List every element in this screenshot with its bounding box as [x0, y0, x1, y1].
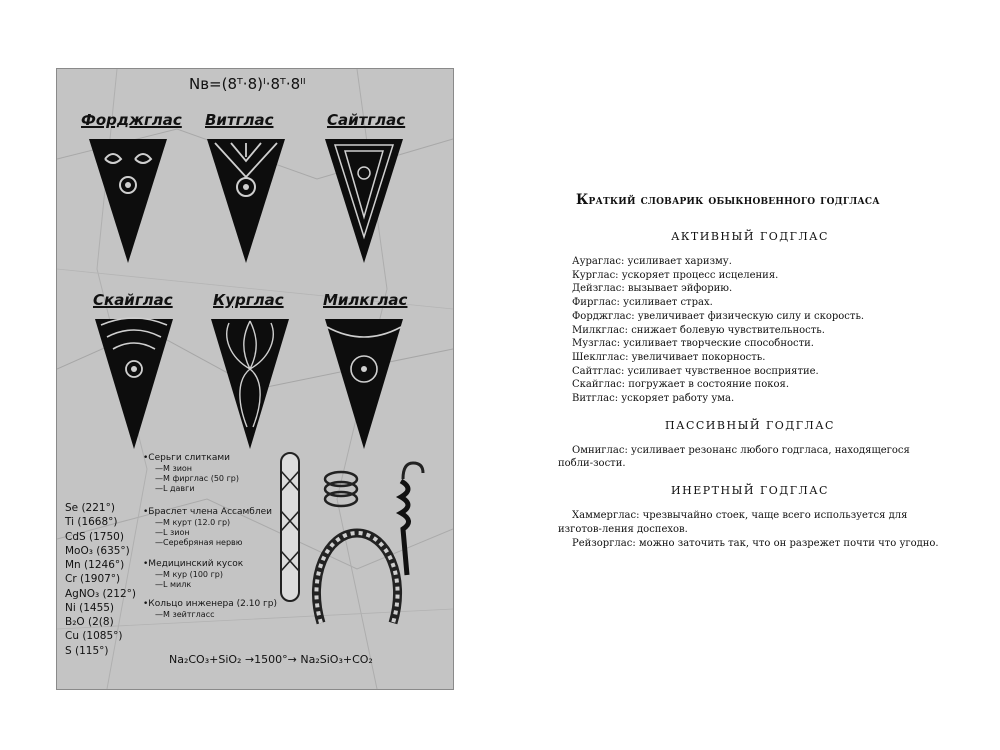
entry-skyglass: Скайглас: погружает в состояние покоя. [572, 379, 789, 391]
chem-item: Cr (1907°) [65, 573, 121, 586]
entry-sightglass: Сайтглас: усиливает чувственное восприятие. [572, 365, 819, 377]
entry-forjglass: Форджглас: увеличивает физическую силу и скорость. [572, 310, 865, 322]
chem-item: AgNO₃ (212°) [65, 587, 136, 600]
section-heading-active: АКТИВНЫЙ ГОДГЛАС [671, 230, 829, 243]
entry-fearglass: Фирглас: усиливает страх. [572, 297, 713, 309]
chem-item: MoO₃ (635°) [65, 544, 130, 557]
note-title: •Кольцо инженера (2.10 гр) [143, 599, 278, 609]
bracelet-bar-icon [275, 451, 305, 603]
note-line: —L милк [155, 580, 192, 590]
note-medical [143, 559, 243, 590]
section-heading-inert: ИНЕРТНЫЙ ГОДГЛАС [671, 484, 829, 498]
note-line: —М фирглас (50 гр) [155, 474, 239, 484]
dictionary-title: Краткий словарик обыкновенного годгласа [576, 192, 880, 208]
note-line: —М зейтгласс [155, 610, 215, 620]
skyglass-shard-icon [93, 317, 175, 451]
kurglass-shard-icon [209, 317, 291, 451]
label-skyglass: Скайглас [93, 291, 173, 309]
chem-item: B₂O (2(8) [65, 616, 114, 629]
note-title: •Серьги слитками [143, 453, 230, 463]
entry-omniglass: Омниглас: усиливает резонанс любого годгласа, находящегося побли-зости. [558, 444, 910, 470]
note-line: —L давги [155, 484, 195, 494]
chem-item: Cu (1085°) [65, 630, 123, 643]
note-title: •Медицинский кусок [143, 559, 244, 569]
note-line: —Серебряная нервю [155, 538, 243, 548]
chem-item: CdS (1750) [65, 530, 124, 543]
label-sightglass: Сайтглас [327, 111, 406, 129]
note-line: —М кур (100 гр) [155, 570, 223, 580]
chem-item: S (115°) [65, 644, 109, 657]
label-milkglass: Милкглас [323, 291, 408, 309]
forjglass-shard-icon [87, 137, 169, 265]
witglass-shard-icon [205, 137, 287, 265]
formula-bottom: Na₂CO₃+SiO₂ →1500°→ Na₂SiO₃+CO₂ [169, 653, 373, 666]
label-kurglass: Курглас [213, 291, 284, 309]
chem-item: Se (221°) [65, 502, 115, 514]
chem-item: Mn (1246°) [65, 559, 125, 572]
section-passive [558, 444, 942, 471]
note-line: —L зион [155, 528, 190, 538]
chem-item: Ti (1668°) [65, 516, 118, 529]
note-title: •Браслет члена Ассамблеи [143, 507, 272, 517]
section-active [558, 255, 942, 406]
entry-museglass: Музглас: усиливает творческие способности. [572, 338, 814, 350]
spring-earring-icon [321, 469, 361, 513]
note-line: —М курт (12.0 гр) [155, 518, 231, 528]
note-ring [143, 599, 277, 620]
sightglass-shard-icon [323, 137, 405, 265]
horseshoe-ring-icon [307, 527, 407, 627]
note-earrings [143, 453, 239, 494]
entry-daisyglass: Дейзглас: вызывает эйфорию. [572, 283, 733, 295]
entry-razorglass: Рейзорглас: можно заточить так, что он разрежет почти что угодно. [572, 537, 939, 549]
chem-item: Ni (1455) [65, 601, 115, 614]
label-forjglass: Форджглас [81, 111, 182, 129]
label-witglass: Витглас [205, 111, 274, 129]
sketch-plate [56, 68, 454, 690]
chemical-list [65, 501, 136, 658]
entry-witglass: Витглас: ускоряет работу ума. [572, 393, 735, 405]
section-inert [558, 509, 942, 550]
note-bracelet [143, 507, 272, 548]
section-heading-passive: ПАССИВНЫЙ ГОДГЛАС [665, 418, 835, 432]
entry-shackleglass: Шеклглас: увеличивает покорность. [572, 351, 766, 363]
milkglass-shard-icon [323, 317, 405, 451]
formula-top: Nв=(8ᵀ·8)ᴵ·8ᵀ·8ᴵᴵ [189, 75, 306, 93]
entry-milkglass: Милкглас: снижает болевую чувствительность. [572, 324, 825, 336]
note-line: —М зион [155, 464, 193, 474]
dictionary-column [558, 192, 942, 563]
entry-hammerglass: Хаммерглас: чрезвычайно стоек, чаще всего используется для изготов-ления доспехов. [558, 510, 908, 535]
entry-kurglass: Курглас: ускоряет процесс исцеления. [572, 269, 779, 281]
entry-auraglass: Аураглас: усиливает харизму. [572, 256, 732, 267]
